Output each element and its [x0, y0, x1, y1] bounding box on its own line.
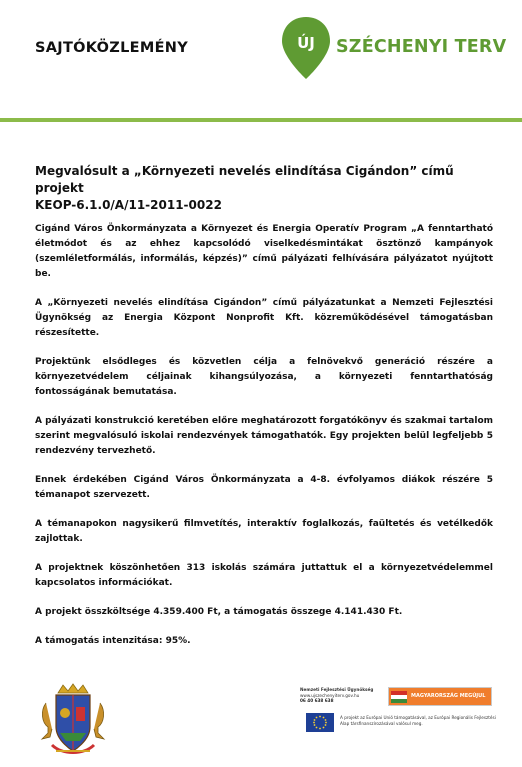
press-body: [35, 222, 493, 663]
eu-flag-icon: [306, 713, 334, 732]
agency-url: www.ujszechenyiterv.gov.hu: [300, 692, 360, 698]
paragraph: A pályázati konstrukció keretében előre meghatározott forgatókönyv és szakmai tartalom szerint megvalósuló iskolai rendezvények támogathatók. Egy projekten belül legfeljebb 5 rendezvény tervezhető.: [35, 416, 494, 456]
project-code: KEOP-6.1.0/A/11-2011-0022: [35, 198, 222, 212]
hu-slogan: MAGYARORSZÁG MEGÚJUL: [411, 693, 486, 699]
funding-logos: [288, 679, 498, 741]
header-divider: [0, 118, 522, 122]
headline: [35, 163, 495, 214]
paragraph: A támogatás intenzitása: 95%.: [35, 636, 191, 646]
agency-phone: 06 40 638 638: [300, 698, 334, 703]
paragraph: Cigánd Város Önkormányzata a Környezet és Energia Operatív Program „A fenntartható életmódot és az ehhez kapcsolódó viselkedésmintákat ösztönző kampányok (szemléletformálás, informálás, képzés)” című pályázati felhívására pályázatot nyújtott be.: [35, 224, 493, 279]
agency-name: Nemzeti Fejlesztési Ügynökség: [300, 687, 374, 692]
agency-info: [300, 687, 385, 704]
eu-funding-text: A projekt az Európai Unió támogatásával, az Európai Regionális Fejlesztési Alap társfinanszírozásával valósul meg.: [340, 715, 496, 726]
page-title: SAJTÓKÖZLEMÉNY: [35, 40, 189, 56]
paragraph: A „Környezeti nevelés elindítása Cigándon” című pályázatunkat a Nemzeti Fejlesztési Ügynökség az Energia Központ Nonprofit Kft. közreműködésével támogatásban részesítette.: [35, 298, 493, 338]
logo-mark: ÚJ: [297, 34, 315, 52]
paragraph: Ennek érdekében Cigánd Város Önkormányzata a 4-8. évfolyamos diákok részére 5 témanapot szervezett.: [35, 475, 493, 500]
szechenyi-terv-logo: [280, 15, 507, 85]
coat-of-arms-icon: [38, 683, 108, 761]
paragraph: Projektünk elsődleges és közvetlen célja a felnövekvő generáció részére a környezetvédelem céljainak kihangsúlyozása, a környezeti fenntarthatóság fontosságának bemutatása.: [35, 357, 493, 397]
headline-title: Megvalósult a „Környezeti nevelés elindítása Cigándon” című projekt: [35, 164, 454, 195]
logo-text: SZÉCHENYI TERV: [336, 37, 507, 57]
location-pin-icon: [280, 15, 332, 81]
paragraph: A projekt összköltsége 4.359.400 Ft, a támogatás összege 4.141.430 Ft.: [35, 607, 403, 617]
hungarian-flag-icon: [391, 691, 407, 703]
paragraph: A projektnek köszönhetően 313 iskolás számára juttattuk el a környezetvédelemmel kapcsolatos információkat.: [35, 563, 493, 588]
hungary-renews-logo: [388, 687, 492, 706]
paragraph: A témanapokon nagysikerű filmvetítés, interaktív foglalkozás, faültetés és vetélkedők zajlottak.: [35, 519, 493, 544]
